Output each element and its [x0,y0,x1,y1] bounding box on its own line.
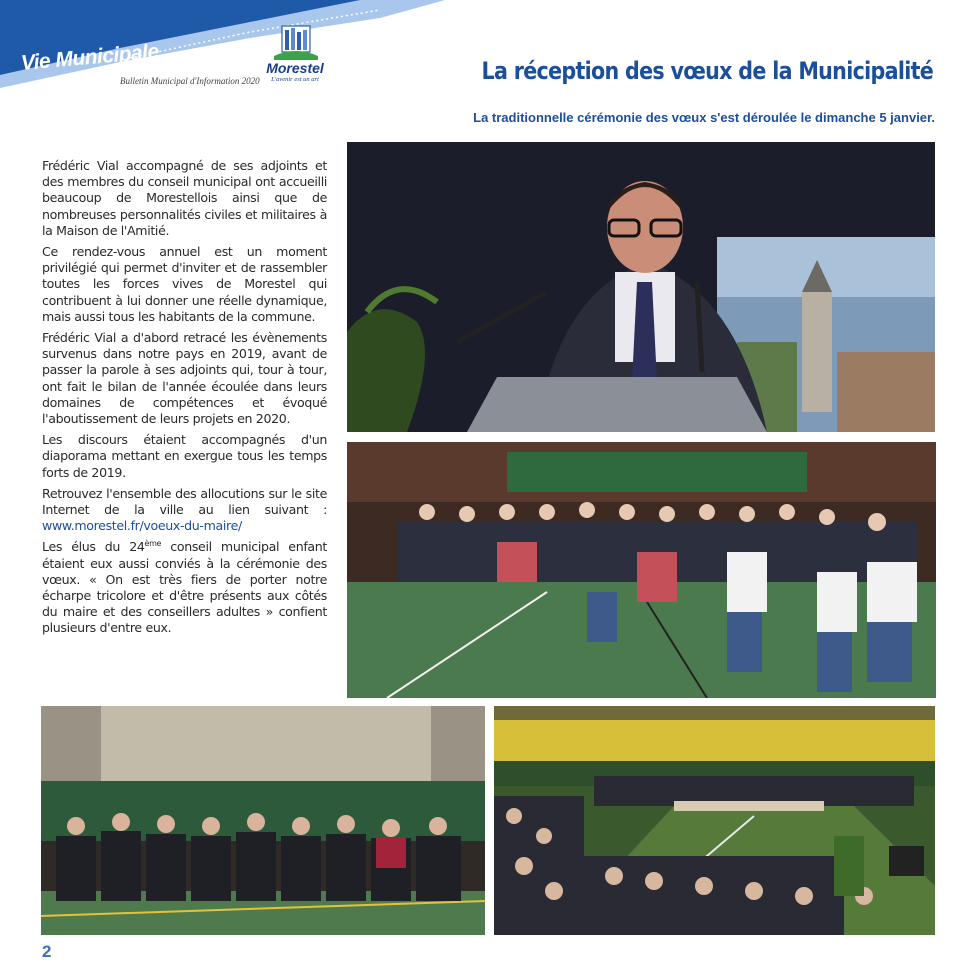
photo-officials-row [41,706,485,935]
paragraph-4: Les discours étaient accompagnés d'un diaporama mettant en exergue tous les temps forts de 2019. [42,432,327,480]
article-body [42,158,327,642]
photo-audience-hall [494,706,935,935]
photo-mayor-speech [347,142,935,432]
paragraph-2: Ce rendez-vous annuel est un moment privilégié qui permet d'inviter et de rassembler toutes les forces vives de Morestel qui contribuent à lui donner une réelle dynamique, mais aussi tous les habitants de la commune. [42,244,327,324]
paragraph-6-start: Les élus du 24 [42,539,145,555]
paragraph-5-text: Retrouvez l'ensemble des allocutions sur le site Internet de la ville au lien suivant : [42,485,327,518]
paragraph-3: Frédéric Vial a d'abord retracé les évènements survenus dans notre pays en 2019, avant de passer la parole à ses adjoints qui, tour à tour, ont fait le bilan de l'année écoulée dans leurs domaines de compétences et évoqué l'aboutissement de leurs projets en 2020. [42,330,327,427]
bulletin-label: Bulletin Municipal d'Information 2020 [120,76,260,86]
logo-tagline: L'avenir est un art [271,76,319,83]
paragraph-6-end: conseil municipal enfant étaient eux aussi conviés à la cérémonie des vœux. « On est très fiers de porter notre écharpe tricolore et d'être présents aux côtés du maire et des conseillers adultes » confient plusieurs d'entre eux. [42,539,327,636]
page-number: 2 [42,942,52,961]
paragraph-1: Frédéric Vial accompagné de ses adjoints et des membres du conseil municipal ont accueilli beaucoup de Morestellois ainsi que de nombreuses personnalités civiles et militaires à la Maison de l'Amitié. [42,158,327,238]
page-title: La réception des vœux de la Municipalité [481,57,933,85]
paragraph-5 [42,486,327,535]
paragraph-6-sup: ème [144,539,162,549]
section-label: Vie Municipale [20,39,160,75]
allocutions-link[interactable]: www.morestel.fr/voeux-du-maire/ [42,518,242,534]
logo-name: Morestel [266,60,324,76]
paragraph-6 [42,539,327,636]
page-subtitle: La traditionnelle cérémonie des vœux s'est déroulée le dimanche 5 janvier. [473,110,935,125]
photo-children-council [347,442,936,698]
